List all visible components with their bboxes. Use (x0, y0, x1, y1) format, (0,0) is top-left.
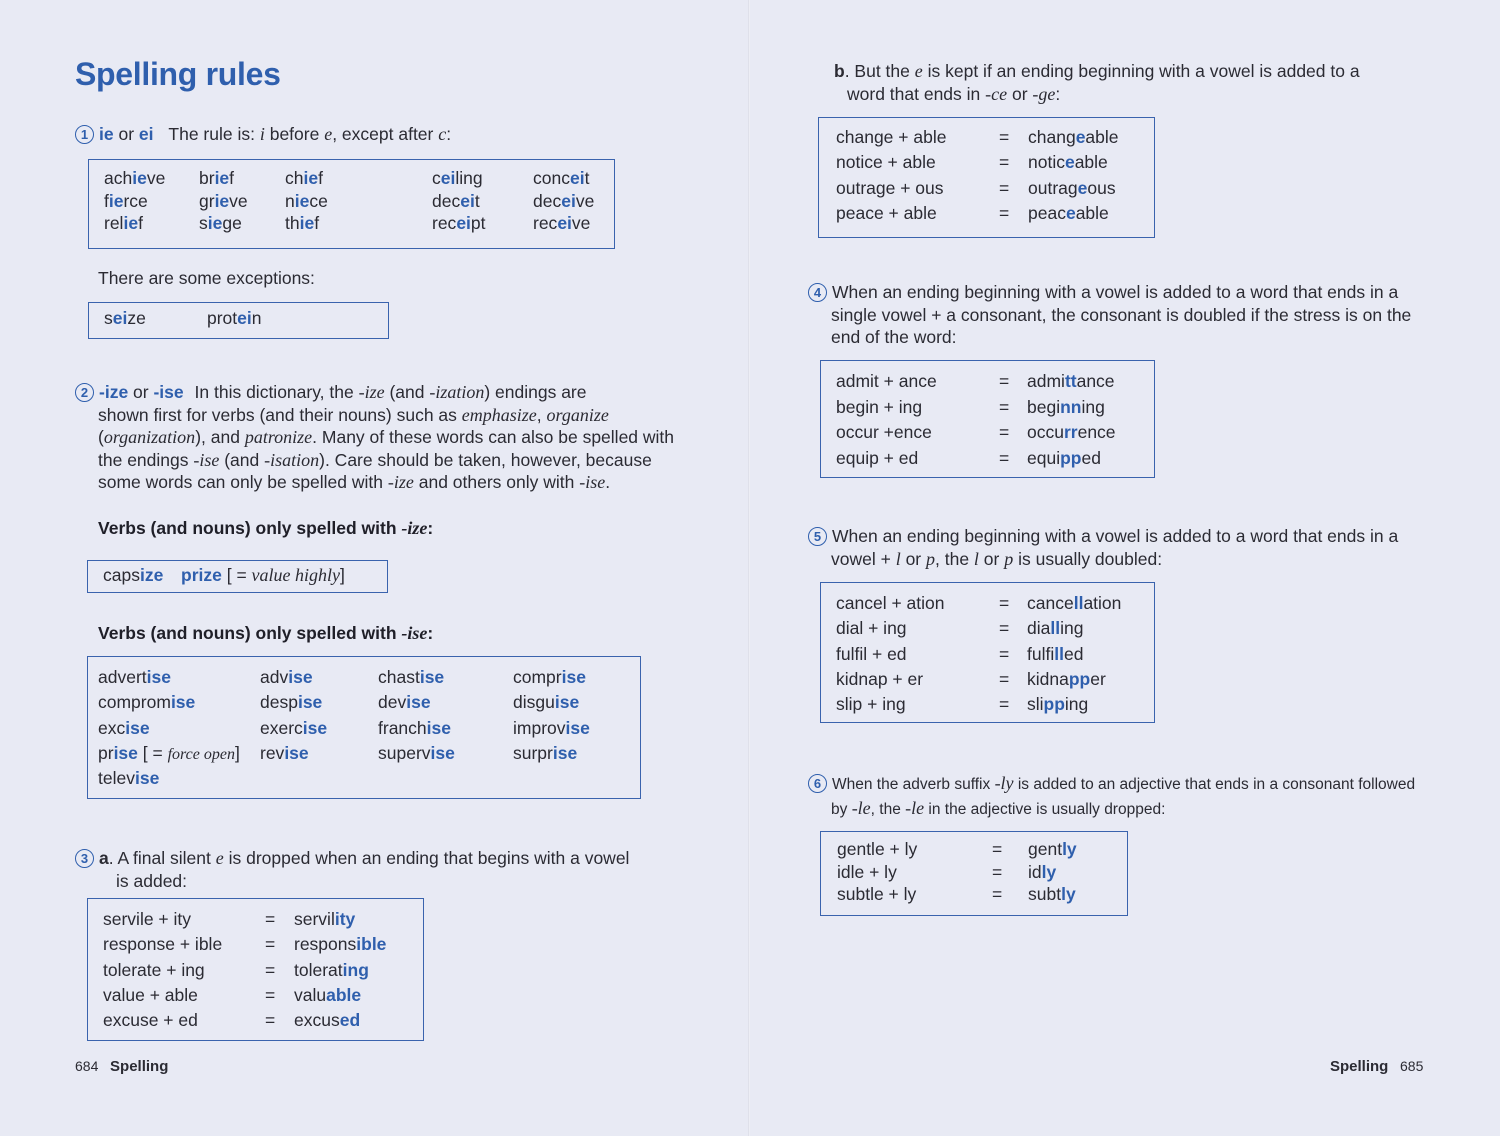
word: achieve (104, 168, 166, 188)
rule-3a-box (87, 898, 424, 1041)
rule-6-text: 6 When the adverb suffix -ly is added to an adjective that ends in a consonant followed by -le, the -le in the adjective is usually dropped: (808, 772, 1488, 821)
equation-left: gentle + ly (837, 839, 918, 859)
equation-result: peaceable (1028, 202, 1109, 223)
word: excise (98, 717, 150, 738)
word: televise (98, 768, 160, 789)
ie-ei-word-box (88, 159, 615, 249)
equals-sign: = (999, 127, 1010, 147)
word: thief (285, 213, 320, 233)
word: advertise (98, 667, 171, 687)
equation-result: idly (1028, 861, 1057, 882)
equals-sign: = (265, 1010, 276, 1031)
rule-4-text: 4 When an ending beginning with a vowel is added to a word that ends in a single vowel + a consonant, the consonant is doubled if the stress is on the end of the word: (808, 281, 1458, 349)
exceptions-box (88, 302, 389, 339)
word: prise [ = force open] (98, 742, 240, 763)
right-page (750, 0, 1500, 1136)
equation-result: servility (294, 909, 356, 929)
equation-result: occurrence (1027, 422, 1116, 442)
equals-sign: = (999, 177, 1010, 198)
equation-left: tolerate + ing (103, 959, 205, 980)
exceptions-label: There are some exceptions: (98, 268, 315, 288)
word: grieve (199, 190, 248, 211)
word: comprise (513, 667, 586, 687)
equation-left: outrage + ous (836, 177, 944, 198)
equals-sign: = (992, 884, 1003, 904)
footer-left: 684 Spelling (75, 1058, 169, 1075)
equation-result: fulfilled (1027, 643, 1084, 664)
equals-sign: = (999, 618, 1010, 639)
equation-left: equip + ed (836, 447, 919, 468)
equation-result: equipped (1027, 447, 1101, 468)
equation-left: fulfil + ed (836, 643, 907, 664)
word: chief (285, 168, 323, 188)
rule-number-badge: 5 (808, 527, 827, 546)
word: despise (260, 692, 323, 713)
equation-left: value + able (103, 984, 198, 1005)
word: surprise (513, 742, 578, 763)
rule-2-text: 2 -ize or -ise In this dictionary, the -ize (and -ization) endings are shown first for verbs (and their nouns) such as emphasize, organize (organization), and patronize. Many of these words can also be spelled with the endings -ise (and -isation). Care should be taken, however, because some words can only be spelled with -ize and others only with -ise. (75, 381, 715, 494)
equation-result: dialling (1027, 618, 1084, 639)
word: brief (199, 168, 235, 188)
ize-only-box (87, 560, 388, 593)
equation-result: beginning (1027, 396, 1105, 417)
equals-sign: = (992, 861, 1003, 882)
equation-left: peace + able (836, 202, 937, 223)
word: protein (207, 308, 262, 328)
word: ceiling (432, 168, 483, 188)
left-page (0, 0, 749, 1136)
equation-left: response + ible (103, 934, 223, 955)
page-title: Spelling rules (75, 56, 281, 92)
equation-left: occur +ence (836, 422, 932, 442)
equation-result: admittance (1027, 371, 1115, 391)
equation-result: responsible (294, 934, 387, 955)
rule-number-badge: 6 (808, 774, 827, 793)
word-capsize: capsize (103, 565, 164, 585)
equation-left: change + able (836, 127, 947, 147)
word: conceit (533, 168, 590, 188)
word: disguise (513, 692, 580, 713)
equation-result: tolerating (294, 959, 369, 980)
equals-sign: = (999, 668, 1010, 689)
equation-result: excused (294, 1010, 361, 1031)
word: deceit (432, 190, 480, 211)
equals-sign: = (265, 909, 276, 929)
equation-left: kidnap + er (836, 668, 924, 689)
word: chastise (378, 667, 445, 687)
footer-right: Spelling 685 (1330, 1058, 1424, 1075)
word: deceive (533, 190, 595, 211)
rule-3b-box (818, 117, 1155, 238)
rule-4-box (820, 360, 1155, 478)
equals-sign: = (992, 839, 1003, 859)
word: receive (533, 213, 591, 233)
rule-5-text: 5 When an ending beginning with a vowel is added to a word that ends in a vowel + l or p, the l or p is usually doubled: (808, 525, 1458, 570)
equation-left: begin + ing (836, 396, 923, 417)
equation-left: idle + ly (837, 861, 897, 882)
equation-left: servile + ity (103, 909, 192, 929)
word: devise (378, 692, 431, 713)
equation-left: excuse + ed (103, 1010, 198, 1031)
word: niece (285, 190, 328, 211)
equation-result: noticeable (1028, 152, 1108, 173)
equation-result: kidnapper (1027, 668, 1106, 689)
equation-left: slip + ing (836, 694, 906, 715)
equation-result: changeable (1028, 127, 1119, 147)
rule-3a-text: 3 a. A final silent e is dropped when an ending that begins with a vowel is added: (75, 847, 715, 892)
equation-left: dial + ing (836, 618, 907, 639)
equals-sign: = (265, 934, 276, 955)
equals-sign: = (999, 396, 1010, 417)
word: franchise (378, 717, 451, 738)
word-prize: prize [ = value highly] (181, 565, 345, 585)
equals-sign: = (999, 202, 1010, 223)
ise-only-box (87, 656, 641, 799)
equals-sign: = (999, 422, 1010, 442)
equation-result: valuable (294, 984, 362, 1005)
rule-6-box (820, 831, 1128, 916)
word: seize (104, 308, 146, 328)
rule-number-badge: 4 (808, 283, 827, 302)
word: exercise (260, 717, 328, 738)
equation-result: subtly (1028, 884, 1076, 904)
equals-sign: = (999, 447, 1010, 468)
equals-sign: = (999, 152, 1010, 173)
word: supervise (378, 742, 455, 763)
equation-left: cancel + ation (836, 593, 945, 613)
ize-only-heading: Verbs (and nouns) only spelled with -ize: (98, 518, 434, 538)
equals-sign: = (999, 694, 1010, 715)
word: siege (199, 213, 242, 233)
rule-3b-text: b. But the e is kept if an ending beginning with a vowel is added to a word that ends in -ce or -ge: (834, 61, 1360, 104)
equation-result: slipping (1027, 694, 1089, 715)
word: receipt (432, 213, 486, 233)
equation-result: gently (1028, 839, 1077, 859)
equation-left: admit + ance (836, 371, 937, 391)
rule-5-box (820, 582, 1155, 723)
rule-number-badge: 1 (75, 125, 94, 144)
ise-only-heading: Verbs (and nouns) only spelled with -ise: (98, 623, 434, 643)
equals-sign: = (999, 371, 1010, 391)
word: compromise (98, 692, 196, 713)
rule-number-badge: 3 (75, 849, 94, 868)
rule-1-heading: 1 ie or ei The rule is: i before e, except after c: (75, 123, 451, 146)
equation-left: subtle + ly (837, 884, 917, 904)
word: relief (104, 213, 143, 233)
word: advise (260, 667, 313, 687)
word: improvise (513, 717, 590, 738)
equation-result: outrageous (1028, 177, 1116, 198)
equals-sign: = (265, 984, 276, 1005)
equals-sign: = (999, 593, 1010, 613)
equation-left: notice + able (836, 152, 936, 173)
word: revise (260, 742, 309, 763)
word: fierce (104, 190, 148, 211)
equals-sign: = (999, 643, 1010, 664)
equation-result: cancellation (1027, 593, 1122, 613)
rule-number-badge: 2 (75, 383, 94, 402)
equals-sign: = (265, 959, 276, 980)
